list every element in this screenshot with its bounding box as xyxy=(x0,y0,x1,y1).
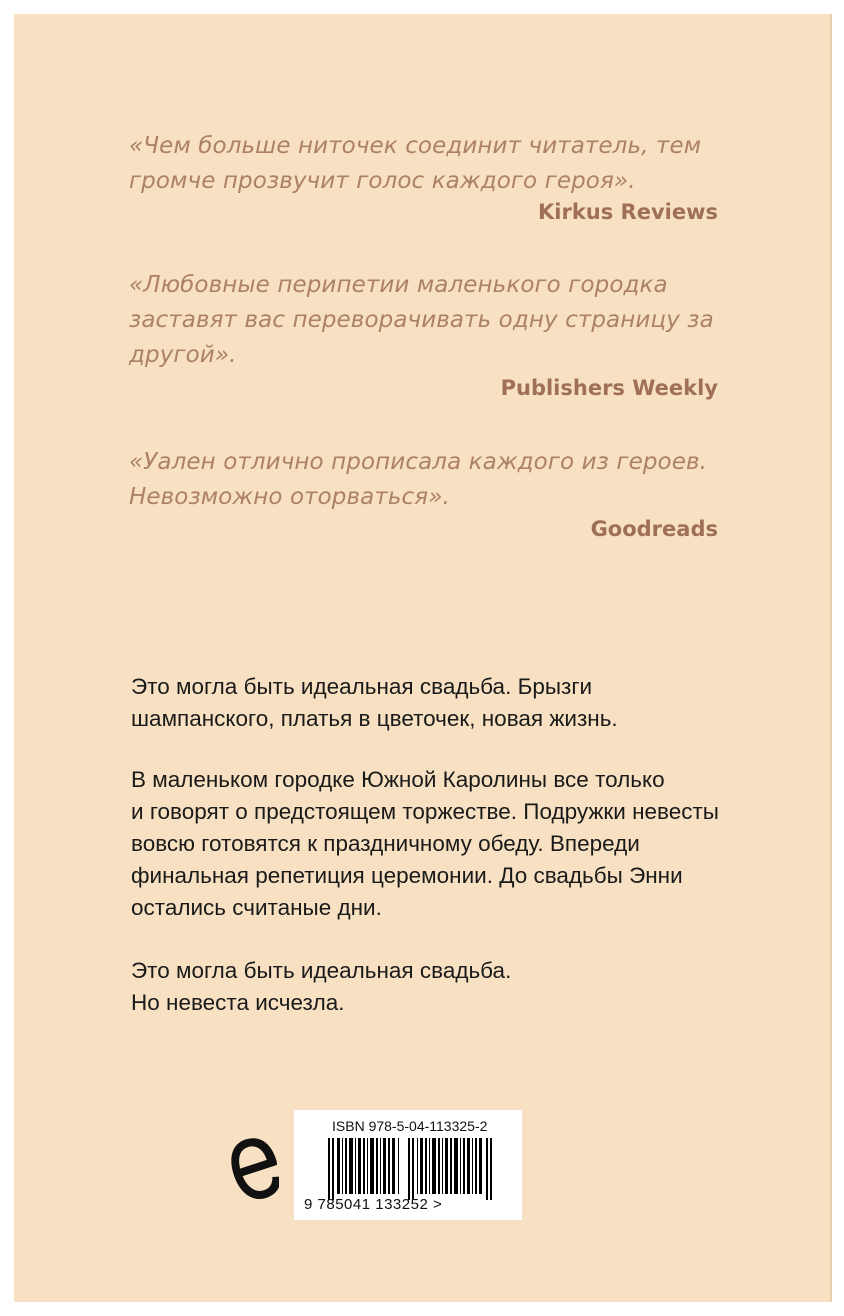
review-quote-line: «Любовные перипетии маленького городка xyxy=(129,272,668,298)
review-quote-line: громче прозвучит голос каждого героя». xyxy=(129,168,636,194)
description-line: В маленьком городке Южной Каролины все только xyxy=(131,767,665,792)
description-line: остались считаные дни. xyxy=(131,895,382,920)
description-paragraph-1 xyxy=(131,671,771,735)
publisher-logo-icon xyxy=(231,1134,279,1204)
book-back-cover xyxy=(14,14,830,1302)
review-quote-line: другой». xyxy=(129,342,237,368)
description-line: шампанского, платья в цветочек, новая жизнь. xyxy=(131,706,618,731)
description-line: и говорят о предстоящем торжестве. Подружки невесты xyxy=(131,799,719,824)
review-quote-line: «Уален отлично прописала каждого из героев. xyxy=(129,449,708,475)
description-paragraph-3 xyxy=(131,955,771,1019)
description-line: вовсю готовятся к праздничному обеду. Впереди xyxy=(131,831,640,856)
description-paragraph-2 xyxy=(131,764,771,924)
review-quote-2 xyxy=(129,268,749,373)
barcode-panel xyxy=(294,1110,522,1220)
review-quote-line: Невозможно оторваться». xyxy=(129,484,450,510)
isbn-label: ISBN 978-5-04-113325-2 xyxy=(332,1118,488,1134)
description-line: Это могла быть идеальная свадьба. xyxy=(131,958,512,983)
description-line: Но невеста исчезла. xyxy=(131,990,345,1015)
review-quote-line: «Чем больше ниточек соединит читатель, тем xyxy=(129,133,702,159)
review-source-3: Goodreads xyxy=(590,517,718,541)
review-quote-line: заставят вас переворачивать одну страницу за xyxy=(129,307,714,333)
review-quote-3 xyxy=(129,445,749,515)
review-source-2: Publishers Weekly xyxy=(500,376,718,400)
review-source-1: Kirkus Reviews xyxy=(538,200,718,224)
barcode-digits: 9 785041 133252 > xyxy=(304,1196,443,1213)
review-quote-1 xyxy=(129,129,749,199)
description-line: Это могла быть идеальная свадьба. Брызги xyxy=(131,674,593,699)
barcode-icon xyxy=(328,1138,496,1200)
description-line: финальная репетиция церемонии. До свадьбы Энни xyxy=(131,863,683,888)
